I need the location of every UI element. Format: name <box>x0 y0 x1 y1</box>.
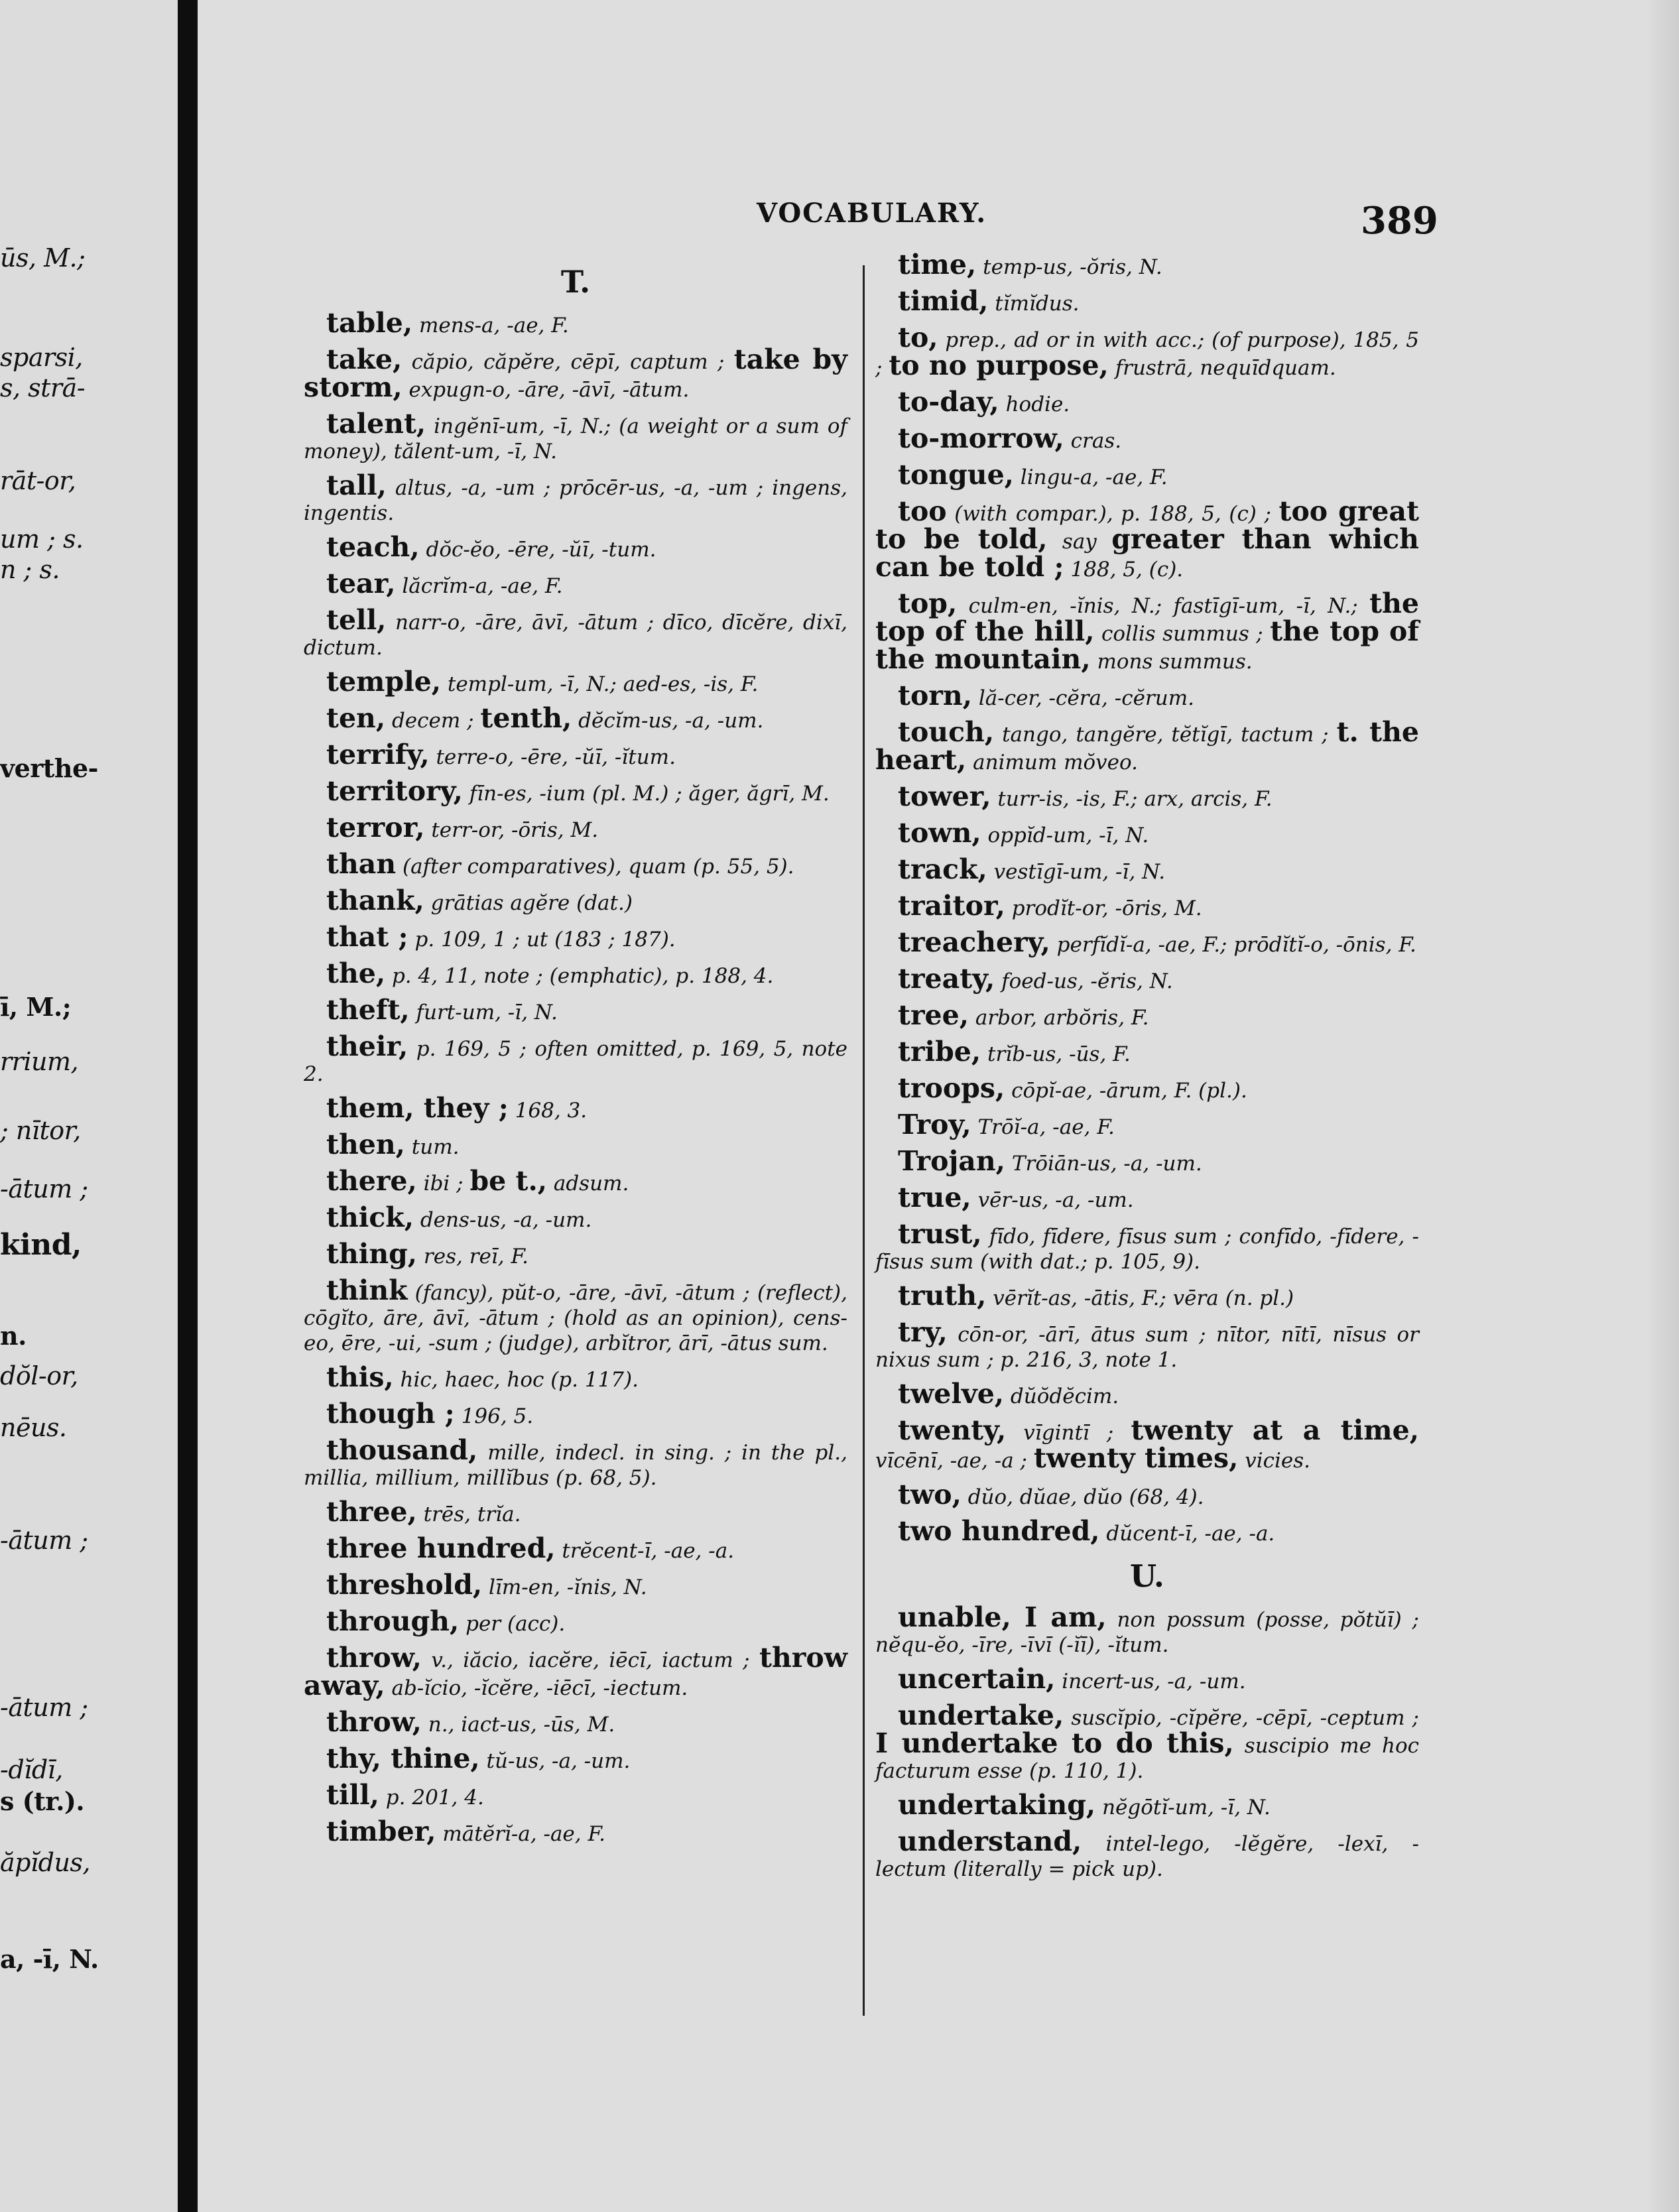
vocabulary-entry <box>875 1072 1419 1104</box>
vocabulary-entry <box>875 1414 1419 1474</box>
vocabulary-entry <box>875 999 1419 1031</box>
entry-headword: throw away, <box>304 1642 847 1701</box>
entry-headword: teach, <box>326 531 420 563</box>
vocabulary-entry <box>304 666 847 698</box>
entry-definition: narr-o, -āre, āvī, -ātum ; dīco, dīcĕre, dixī, dictum. <box>304 611 847 660</box>
entry-definition: prep., ad or in with acc.; (of purpose), 185, 5 ; <box>875 328 1419 380</box>
entry-headword: tribe, <box>898 1036 981 1068</box>
entry-headword: thousand, <box>326 1434 478 1466</box>
entry-headword: throw, <box>326 1642 422 1674</box>
entry-definition: hodie. <box>999 393 1070 416</box>
previous-page-text: rrium, <box>0 1047 79 1076</box>
entry-headword: table, <box>326 307 413 339</box>
entry-definition: perfĭdĭ-a, -ae, F.; prōdĭtĭ-o, -ōnis, F. <box>1050 933 1416 957</box>
entry-headword: temple, <box>326 666 442 698</box>
entry-definition: v., iăcio, iacĕre, iēcī, iactum ; <box>421 1648 759 1672</box>
entry-definition: tum. <box>404 1135 460 1159</box>
entry-headword: timber, <box>326 1815 436 1847</box>
entry-definition: nĕgōtĭ-um, -ī, N. <box>1095 1796 1271 1819</box>
entry-definition: foed-us, -ĕris, N. <box>995 969 1173 993</box>
entry-headword: tower, <box>898 780 991 812</box>
vocabulary-entry <box>304 1743 847 1774</box>
entry-definition: (fancy), pŭt-o, -āre, -āvī, -ātum ; (reflect), cōgĭto, āre, āvī, -ātum ; (hold as an opinion), cens-eo, ēre, -ui, -sum ; (judge), arbĭtror, ārī, -ātus sum. <box>304 1281 847 1355</box>
entry-headword: understand, <box>898 1825 1082 1857</box>
entry-headword: tongue, <box>898 459 1014 491</box>
entry-headword: touch, <box>898 716 995 748</box>
vocabulary-entry <box>304 775 847 807</box>
vocabulary-entry <box>304 1092 847 1124</box>
entry-headword: take by storm, <box>304 343 847 403</box>
entry-headword: tell, <box>326 604 387 636</box>
entry-definition: cōpĭ-ae, -ārum, F. (pl.). <box>1005 1079 1247 1103</box>
entry-headword: time, <box>898 249 977 280</box>
entry-headword: uncertain, <box>898 1663 1056 1695</box>
vocabulary-entry <box>875 890 1419 922</box>
entry-definition: incert-us, -a, -um. <box>1055 1670 1246 1693</box>
entry-definition: tŭ-us, -a, -um. <box>479 1749 631 1773</box>
vocabulary-entry <box>304 812 847 843</box>
book-gutter <box>178 0 198 2212</box>
right-column <box>875 249 1420 1890</box>
vocabulary-entry <box>304 994 847 1026</box>
vocabulary-entry <box>875 1280 1419 1312</box>
vocabulary-entry <box>304 1642 847 1701</box>
entry-headword: treaty, <box>898 963 995 995</box>
entry-definition: templ-um, -ī, N.; aed-es, -is, F. <box>441 672 759 696</box>
entry-headword: undertake, <box>898 1699 1064 1731</box>
entry-headword: truth, <box>898 1280 987 1312</box>
vocabulary-entry <box>875 780 1419 812</box>
entry-headword: them, they ; <box>326 1092 509 1124</box>
entry-definition: ibi ; <box>416 1172 470 1196</box>
entry-definition: grātias agĕre (dat.) <box>424 891 633 915</box>
vocabulary-entry <box>875 459 1419 491</box>
entry-headword: territory, <box>326 775 463 807</box>
vocabulary-entry <box>875 1109 1419 1140</box>
entry-headword: thick, <box>326 1201 414 1233</box>
entry-definition: n., iact-us, -ūs, M. <box>421 1713 615 1737</box>
entry-definition: vicies. <box>1238 1449 1311 1473</box>
entry-definition: mens-a, -ae, F. <box>412 314 569 338</box>
entry-definition: trĕcent-ī, -ae, -a. <box>555 1539 735 1563</box>
entry-headword: twenty times, <box>1033 1442 1239 1474</box>
entry-headword: thy, thine, <box>326 1743 480 1774</box>
entry-headword: torn, <box>898 680 972 711</box>
previous-page-text: -ātum ; <box>0 1174 88 1203</box>
entry-definition: vestīgī-um, -ī, N. <box>987 860 1166 884</box>
entry-definition: expugn-o, -āre, -āvī, -ātum. <box>402 378 690 402</box>
vocabulary-page <box>198 0 1679 2212</box>
entry-definition: fīn-es, -ium (pl. M.) ; ăger, ăgrī, M. <box>462 782 830 806</box>
entry-definition: p. 169, 5 ; often omitted, p. 169, 5, note 2. <box>304 1037 847 1086</box>
previous-page-text: verthe- <box>0 753 98 783</box>
entry-definition: Trōiān-us, -a, -um. <box>1005 1152 1202 1176</box>
entry-definition: 188, 5, (c). <box>1064 558 1184 582</box>
entry-definition: căpio, căpĕre, cēpī, captum ; <box>402 350 734 374</box>
entry-definition: dens-us, -a, -um. <box>413 1208 592 1232</box>
entry-definition: intel-lego, -lĕgĕre, -lexī, -lectum (literally = pick up). <box>875 1832 1419 1881</box>
entry-headword: troops, <box>898 1072 1005 1104</box>
entry-headword: the, <box>326 957 386 989</box>
entry-headword: treachery, <box>898 926 1050 958</box>
vocabulary-entry <box>875 285 1419 317</box>
entry-headword: town, <box>898 817 981 849</box>
previous-page-text: nēus. <box>0 1413 67 1442</box>
vocabulary-entry <box>304 604 847 660</box>
letter-heading-u: U. <box>1130 1558 1164 1594</box>
vocabulary-entry <box>304 1129 847 1160</box>
entry-definition: trēs, trĭa. <box>416 1503 521 1526</box>
entry-definition: 168, 3. <box>508 1099 588 1123</box>
vocabulary-entry <box>304 343 847 403</box>
entry-definition: ab-ĭcio, -ĭcĕre, -iēcī, -iectum. <box>385 1676 688 1700</box>
vocabulary-entry <box>875 1789 1419 1821</box>
entry-headword: Trojan, <box>898 1145 1005 1177</box>
vocabulary-entry <box>304 469 847 526</box>
entry-definition: p. 4, 11, note ; (emphatic), p. 188, 4. <box>385 964 774 988</box>
previous-page-text: kind, <box>0 1228 82 1262</box>
entry-definition: terr-or, -ōris, M. <box>424 818 599 842</box>
entry-headword: timid, <box>898 285 989 317</box>
previous-page-text: -ātum ; <box>0 1693 88 1722</box>
vocabulary-entry <box>304 307 847 339</box>
entry-definition: oppĭd-um, -ī, N. <box>981 824 1149 847</box>
letter-heading-t: T. <box>560 264 591 300</box>
vocabulary-entry <box>875 1515 1419 1547</box>
vocabulary-entry <box>875 1663 1419 1695</box>
vocabulary-entry <box>875 926 1419 958</box>
entry-headword: too <box>898 495 947 527</box>
entry-headword: this, <box>326 1361 394 1393</box>
entry-definition: frustrā, nequīdquam. <box>1108 356 1336 380</box>
vocabulary-entry <box>875 1699 1419 1784</box>
entry-headword: unable, I am, <box>898 1601 1107 1633</box>
vocabulary-entry <box>875 1378 1419 1410</box>
vocabulary-entry <box>304 885 847 916</box>
vocabulary-entry <box>875 249 1419 280</box>
vocabulary-entry <box>304 408 847 464</box>
vocabulary-entry <box>304 848 847 880</box>
entry-definition: terre-o, -ēre, -ŭī, -ĭtum. <box>429 745 676 769</box>
entry-headword: twenty at a time, <box>1131 1414 1419 1446</box>
vocabulary-entry <box>304 921 847 953</box>
entry-definition: adsum. <box>547 1172 629 1196</box>
entry-definition: p. 109, 1 ; ut (183 ; 187). <box>408 928 676 952</box>
entry-definition: turr-is, -is, F.; arx, arcis, F. <box>991 787 1273 811</box>
vocabulary-entry <box>304 1569 847 1601</box>
entry-definition: hic, haec, hoc (p. 117). <box>393 1368 639 1392</box>
vocabulary-entry <box>875 817 1419 849</box>
entry-definition: lingu-a, -ae, F. <box>1013 465 1168 489</box>
entry-definition: say <box>1047 530 1112 554</box>
left-column <box>304 252 847 1855</box>
entry-headword: there, <box>326 1165 417 1197</box>
vocabulary-entry <box>875 495 1420 583</box>
entry-definition: animum mŏveo. <box>966 751 1138 774</box>
vocabulary-entry <box>304 702 847 734</box>
entry-headword: be t., <box>469 1165 547 1197</box>
previous-page-text: ūs, M.; <box>0 243 86 273</box>
previous-page-text: s (tr.). <box>0 1786 85 1816</box>
entry-definition: p. 201, 4. <box>379 1786 484 1810</box>
entry-definition: līm-en, -ĭnis, N. <box>482 1575 647 1599</box>
entry-headword: their, <box>326 1030 408 1062</box>
entry-headword: terror, <box>326 812 425 843</box>
entry-definition: vērĭt-as, -ātis, F.; vēra (n. pl.) <box>986 1286 1294 1310</box>
entry-definition: decem ; <box>385 709 481 733</box>
previous-page-text: ăpĭdus, <box>0 1848 91 1877</box>
entry-headword: the top of the hill, <box>875 587 1419 647</box>
entry-headword: twelve, <box>898 1378 1005 1410</box>
page-edge-shadow <box>1646 0 1679 2212</box>
entry-definition: vīgintī ; <box>1006 1421 1131 1445</box>
vocabulary-entry <box>875 587 1419 675</box>
previous-page-text: rāt-or, <box>0 466 76 495</box>
entry-headword: then, <box>326 1129 405 1160</box>
vocabulary-entry <box>304 957 847 989</box>
vocabulary-entry <box>875 1145 1419 1177</box>
entry-definition: mille, indecl. in sing. ; in the pl., millia, millium, millĭbus (p. 68, 5). <box>304 1441 847 1490</box>
entry-headword: to, <box>898 322 938 353</box>
entry-definition: trĭb-us, -ūs, F. <box>981 1042 1131 1066</box>
entry-headword: twenty, <box>898 1414 1007 1446</box>
entry-definition: cōn-or, -ārī, ātus sum ; nītor, nītī, nīsus or nixus sum ; p. 216, 3, note 1. <box>875 1323 1419 1372</box>
entry-definition: vēr-us, -a, -um. <box>971 1188 1134 1212</box>
entry-headword: three, <box>326 1496 417 1528</box>
previous-page-text: -ātum ; <box>0 1526 88 1555</box>
vocabulary-entry <box>875 853 1419 885</box>
entry-definition: res, reī, F. <box>417 1245 529 1268</box>
previous-page-text: a, -ī, N. <box>0 1944 99 1974</box>
entry-headword: tenth, <box>480 702 572 734</box>
entry-definition: per (acc). <box>459 1612 566 1636</box>
entry-definition: tĭmĭdus. <box>988 292 1080 316</box>
vocabulary-entry <box>875 680 1419 711</box>
entry-definition: mātĕrĭ-a, -ae, F. <box>436 1822 606 1846</box>
entry-list <box>875 249 1420 1547</box>
vocabulary-entry <box>304 1434 847 1491</box>
entry-definition: dŭo, dŭae, dŭo (68, 4). <box>961 1485 1204 1509</box>
entry-definition: furt-um, -ī, N. <box>409 1001 558 1024</box>
previous-page-text: ī, M.; <box>0 992 72 1022</box>
entry-definition: suscipio me hoc facturum esse (p. 110, 1). <box>875 1734 1419 1783</box>
entry-headword: tree, <box>898 999 969 1031</box>
running-head: VOCABULARY. <box>757 198 987 229</box>
entry-definition: dŭcent-ī, -ae, -a. <box>1099 1522 1275 1546</box>
vocabulary-entry <box>875 1825 1419 1882</box>
entry-headword: two hundred, <box>898 1515 1100 1547</box>
entry-headword: too great to be told, <box>875 495 1420 555</box>
vocabulary-entry <box>875 1182 1419 1213</box>
entry-headword: threshold, <box>326 1569 483 1601</box>
entry-headword: two, <box>898 1479 962 1510</box>
entry-definition: non possum (posse, pŏtŭī) ; nĕqu-ĕo, -īre, -īvī (-ĭī), -ĭtum. <box>875 1608 1419 1657</box>
entry-definition: (with compar.), p. 188, 5, (c) ; <box>946 502 1279 526</box>
entry-headword: ten, <box>326 702 386 734</box>
vocabulary-entry <box>304 1361 847 1393</box>
previous-page-text: n. <box>0 1321 27 1351</box>
entry-definition: dŭŏdĕcim. <box>1004 1384 1119 1408</box>
previous-page-text: -dĭdī, <box>0 1755 63 1784</box>
entry-headword: trust, <box>898 1218 982 1250</box>
entry-headword: theft, <box>326 994 410 1026</box>
vocabulary-entry <box>875 1601 1419 1658</box>
vocabulary-entry <box>304 1201 847 1233</box>
page-number: 389 <box>1361 199 1438 243</box>
previous-page-text: dŏl-or, <box>0 1361 78 1390</box>
entry-definition: cras. <box>1064 429 1122 453</box>
entry-headword: to-morrow, <box>898 422 1064 454</box>
vocabulary-entry <box>304 1706 847 1738</box>
vocabulary-entry <box>304 1779 847 1811</box>
vocabulary-entry <box>304 568 847 599</box>
entry-definition: fīdo, fīdere, fīsus sum ; confīdo, -fīdere, -fīsus sum (with dat.; p. 105, 9). <box>875 1225 1419 1274</box>
entry-list <box>304 307 847 1847</box>
entry-headword: thank, <box>326 885 424 916</box>
entry-headword: track, <box>898 853 987 885</box>
vocabulary-entry <box>875 1479 1419 1510</box>
vocabulary-entry <box>875 1316 1419 1373</box>
entry-definition: mons summus. <box>1090 650 1253 674</box>
vocabulary-entry <box>304 1274 847 1356</box>
entry-headword: through, <box>326 1605 460 1637</box>
entry-headword: the top of the mountain, <box>875 615 1419 675</box>
entry-headword: traitor, <box>898 890 1005 922</box>
entry-headword: tear, <box>326 568 396 599</box>
entry-definition: ingĕnī-um, -ī, N.; (a weight or a sum of money), tălent-um, -ī, N. <box>304 414 847 463</box>
previous-page-text: um ; s. <box>0 524 84 554</box>
entry-headword: till, <box>326 1779 379 1811</box>
entry-headword: to-day, <box>898 386 999 418</box>
vocabulary-entry <box>304 1165 847 1197</box>
previous-page-text: s, strā- <box>0 373 86 402</box>
entry-definition: arbor, arbŏris, F. <box>968 1006 1149 1030</box>
vocabulary-entry <box>304 739 847 770</box>
entry-definition: temp-us, -ŏris, N. <box>976 255 1162 279</box>
entry-definition: dĕcĭm-us, -a, -um. <box>572 709 764 733</box>
entry-definition: prodĭt-or, -ōris, M. <box>1005 896 1202 920</box>
entry-headword: throw, <box>326 1706 422 1738</box>
entry-headword: think <box>326 1274 408 1306</box>
entry-headword: talent, <box>326 408 426 440</box>
entry-headword: top, <box>898 587 958 619</box>
vocabulary-entry <box>875 322 1419 381</box>
entry-definition: tango, tangĕre, tĕtĭgī, tactum ; <box>994 723 1337 747</box>
entry-headword: try, <box>898 1316 948 1348</box>
entry-headword: take, <box>326 343 403 375</box>
entry-definition: dŏc-ĕo, -ēre, -ŭī, -tum. <box>419 538 656 562</box>
previous-page-fragment <box>0 0 178 2212</box>
entry-headword: that ; <box>326 921 408 953</box>
previous-page-text: ; nītor, <box>0 1116 81 1145</box>
vocabulary-entry <box>304 1532 847 1564</box>
column-rule <box>863 265 865 2016</box>
entry-headword: than <box>326 848 397 880</box>
vocabulary-entry <box>304 1030 847 1087</box>
vocabulary-entry <box>304 1398 847 1430</box>
vocabulary-entry <box>304 531 847 563</box>
entry-headword: undertaking, <box>898 1789 1096 1821</box>
entry-headword: thing, <box>326 1238 418 1270</box>
entry-headword: I undertake to do this, <box>875 1727 1234 1759</box>
vocabulary-entry <box>304 1605 847 1637</box>
vocabulary-entry <box>875 1036 1419 1068</box>
entry-definition: culm-en, -ĭnis, N.; fastīgī-um, -ī, N.; <box>957 594 1370 618</box>
entry-headword: greater than which can be told ; <box>875 523 1419 583</box>
previous-page-text: n ; s. <box>0 555 60 584</box>
entry-definition: lăcrĭm-a, -ae, F. <box>395 574 563 598</box>
entry-headword: three hundred, <box>326 1532 556 1564</box>
entry-definition: collis summus ; <box>1094 622 1271 646</box>
entry-definition: vīcēnī, -ae, -a ; <box>875 1449 1034 1473</box>
entry-definition: (after comparatives), quam (p. 55, 5). <box>396 855 794 879</box>
vocabulary-entry <box>875 716 1419 776</box>
vocabulary-entry <box>304 1496 847 1528</box>
vocabulary-entry <box>304 1238 847 1270</box>
vocabulary-entry <box>875 386 1419 418</box>
entry-definition: Trōĭ-a, -ae, F. <box>971 1115 1115 1139</box>
vocabulary-entry <box>875 1218 1419 1274</box>
vocabulary-entry <box>304 1815 847 1847</box>
entry-headword: true, <box>898 1182 971 1213</box>
previous-page-text: sparsi, <box>0 343 83 372</box>
vocabulary-entry <box>875 963 1419 995</box>
entry-headword: Troy, <box>898 1109 971 1140</box>
entry-definition: 196, 5. <box>454 1404 534 1428</box>
entry-definition: suscĭpio, -cĭpĕre, -cēpī, -ceptum ; <box>1064 1706 1419 1730</box>
entry-headword: to no purpose, <box>889 349 1109 381</box>
entry-headword: though ; <box>326 1398 455 1430</box>
entry-list <box>875 1601 1419 1882</box>
entry-definition: altus, -a, -um ; prōcēr-us, -a, -um ; ingens, ingentis. <box>304 476 847 525</box>
entry-definition: lă-cer, -cĕra, -cĕrum. <box>971 686 1194 710</box>
entry-headword: t. the heart, <box>875 716 1419 776</box>
vocabulary-entry <box>875 422 1419 454</box>
entry-headword: terrify, <box>326 739 430 770</box>
entry-headword: tall, <box>326 469 387 501</box>
